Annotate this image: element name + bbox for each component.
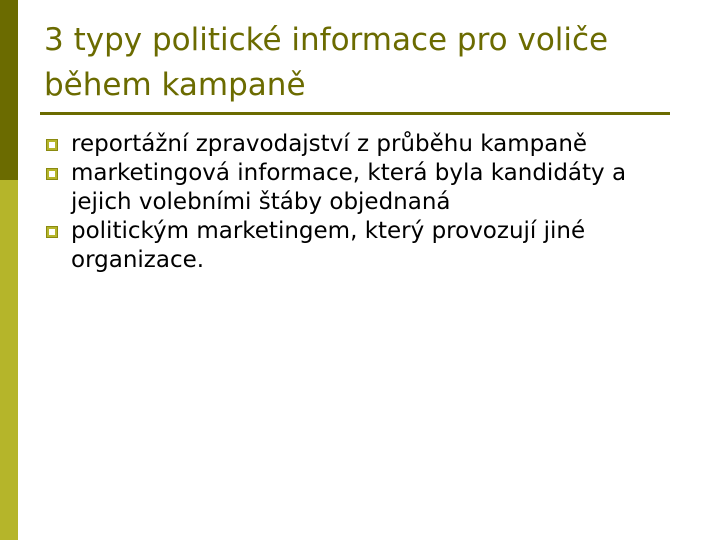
title-divider <box>40 112 670 115</box>
bullet-item <box>46 217 686 275</box>
bullet-text: reportážní zpravodajství z průběhu kampaně <box>71 131 588 157</box>
bullet-item <box>46 130 686 159</box>
slide-title: 3 typy politické informace pro voliče během kampaně <box>44 22 609 103</box>
bullet-item <box>46 159 686 217</box>
left-accent-bar-top <box>0 0 18 180</box>
bullet-text: marketingová informace, která byla kandidáty a jejich volebními štáby objednaná <box>71 160 627 215</box>
square-bullet-icon <box>46 168 58 180</box>
bullet-list <box>46 130 686 275</box>
square-bullet-icon <box>46 226 58 238</box>
left-accent-bar-bottom <box>0 180 18 540</box>
bullet-text: politickým marketingem, který provozují jiné organizace. <box>71 218 586 273</box>
square-bullet-icon <box>46 139 58 151</box>
